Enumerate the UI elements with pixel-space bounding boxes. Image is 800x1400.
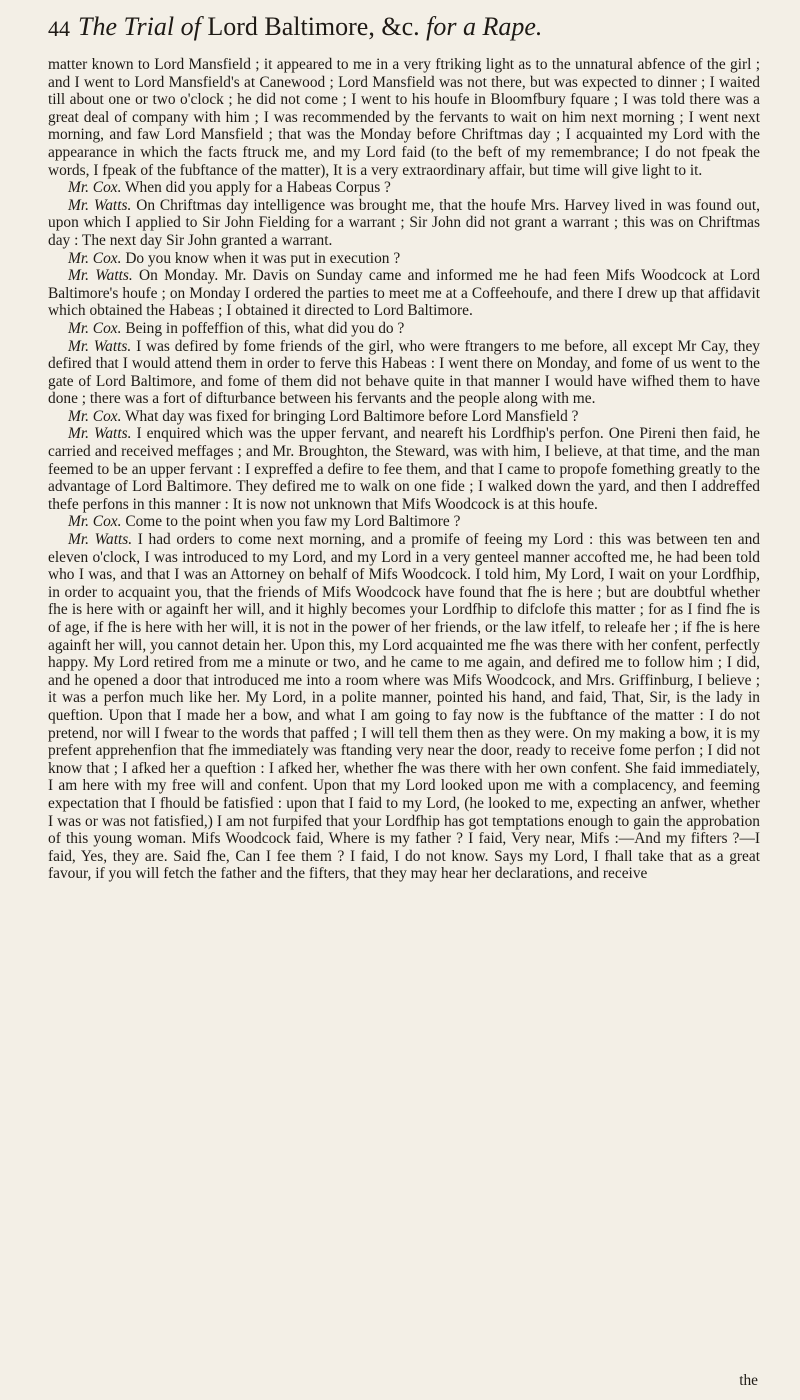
- paragraph: [48, 425, 760, 513]
- running-head-charge: for a Rape.: [426, 12, 543, 41]
- paragraph-text: Come to the point when you faw my Lord Baltimore ?: [125, 513, 461, 531]
- paragraph-text: I was defired by fome friends of the girl, who were ftrangers to me before, all except Mr Cay, they defired that I would attend them in order to ferve this Habeas : I went there on Monday, and fome of us went to the gate of Lord Baltimore, and fome of them did not behave quite in that manner I would have wifhed them to have done ; there was a fort of difturbance between his fervants and the people along with me.: [48, 337, 760, 408]
- paragraph: [48, 197, 760, 250]
- paragraph-text: Being in poffeffion of this, what did you do ?: [125, 319, 405, 337]
- speaker-name: Mr. Watts.: [68, 425, 132, 443]
- paragraph: [48, 531, 760, 883]
- paragraph: [48, 338, 760, 408]
- speaker-name: Mr. Watts.: [68, 531, 133, 549]
- speaker-name: Mr. Cox.: [68, 319, 122, 337]
- speaker-name: Mr. Watts.: [68, 196, 132, 214]
- paragraph-text: On Monday. Mr. Davis on Sunday came and informed me he had feen Mifs Woodcock at Lord Baltimore's houfe ; on Monday I ordered the parties to meet me at a Coffeehoufe, and there I drew up that affidavit which obtained the Habeas ; I obtained it directed to Lord Baltimore.: [48, 267, 760, 320]
- paragraph-text: What day was fixed for bringing Lord Baltimore before Lord Mansfield ?: [125, 407, 579, 425]
- speaker-name: Mr. Cox.: [68, 179, 122, 197]
- paragraph-text: I enquired which was the upper fervant, and neareft his Lordfhip's perfon. One Pireni then faid, he carried and received meffages ; and Mr. Broughton, the Steward, was with him, I believe, at that time, and the man feemed to be an upper fervant : I expreffed a defire to fee them, and that I came to propofe fomething greatly to the advantage of Lord Baltimore. They defired me to walk on one fide ; I walked down the yard, and then I addreffed thefe perfons in this manner : It is now not unknown that Mifs Woodcock is at this houfe.: [48, 425, 760, 513]
- paragraph: [48, 56, 760, 179]
- speaker-name: Mr. Cox.: [68, 407, 122, 425]
- paragraph-text: When did you apply for a Habeas Corpus ?: [125, 179, 391, 197]
- catchword: the: [739, 1372, 758, 1389]
- page-header: [48, 12, 760, 42]
- paragraph-text: Do you know when it was put in execution ?: [125, 249, 401, 267]
- paragraph: [48, 408, 760, 426]
- speaker-name: Mr. Cox.: [68, 249, 122, 267]
- paragraph-text: I had orders to come next morning, and a promife of feeing my Lord : this was between ten and eleven o'clock, I was introduced to my Lord, and my Lord in a very genteel manner accofted me, he had been told who I was, and that I was an Attorney on behalf of Mifs Woodcock. I told him, My Lord, I wait on your Lordfhip, in order to acquaint you, that the friends of Mifs Woodcock have found that fhe is here ; but are doubtful whether fhe is here with or againft her will, and it highly becomes your Lordfhip to difclofe this matter ; for as I find fhe is of age, if fhe is here with her will, it is not in the power of her friends, or the law itfelf, to releafe her ; if fhe is here againft her will, you cannot detain her. Upon this, my Lord acquainted me fhe was there with her confent, perfectly happy. My Lord retired from me a minute or two, and he came to me again, and defired me to follow him ; I did, and he opened a door that introduced me into a room where was Mifs Woodcock, and Mrs. Griffinburg, I believe ; it was a perfon much like her. My Lord, in a polite manner, pointed his hand, and faid, That, Sir, is the lady in queftion. Upon that I made her a bow, and what I am going to fay now is the fubftance of the matter : I do not pretend, nor will I fwear to the words that paffed ; I will tell them then as they were. On my making a bow, it is my prefent apprehenfion that fhe immediately was ftanding very near the door, ready to receive fome perfon ; I did not know that ; I afked her a queftion : I afked her, whether fhe was there with her own confent. She faid immediately, I am here with my free will and confent. Upon that my Lord looked upon me with a complacency, and feeming expectation that I fhould be fatisfied : upon that I faid to my Lord, (he looked to me, expecting an anfwer, whether I was or was not fatisfied,) I am not furpifed that your Lordfhip has got temptations enough to gain the approbation of this young woman. Mifs Woodcock faid, Where is my father ? I faid, Very near, Mifs :—And my fifters ?—I faid, Yes, they are. Said fhe, Can I fee them ? I faid, I do not know. Says my Lord, I fhall take that as a great favour, if you will fetch the father and the fifters, that they may hear her declarations, and receive: [48, 531, 760, 883]
- paragraph: [48, 179, 760, 197]
- page-number: 44: [48, 16, 70, 41]
- speaker-name: Mr. Watts.: [68, 337, 132, 355]
- paragraph: [48, 320, 760, 338]
- page-body: [48, 56, 760, 883]
- speaker-name: Mr. Watts.: [68, 267, 133, 285]
- paragraph: [48, 267, 760, 320]
- running-head: [78, 12, 542, 42]
- paragraph-text: On Chriftmas day intelligence was brought me, that the houfe Mrs. Harvey lived in was found out, upon which I applied to Sir John Fielding for a warrant ; Sir John did not grant a warrant ; this was on Chriftmas day : The next day Sir John granted a warrant.: [48, 196, 760, 249]
- paragraph: [48, 250, 760, 268]
- paragraph-text: matter known to Lord Mansfield ; it appeared to me in a very ftriking light as to the unnatural abfence of the girl ; and I went to Lord Mansfield's at Canewood ; Lord Mansfield was not there, but was expected to dinner ; I waited till about one or two o'clock ; he did not come ; I went to his houfe in Bloomfbury fquare ; I was told there was a great deal of company with him ; I was recommended by the fervants to wait on him next morning ; I went next morning, and faw Lord Mansfield ; that was the Monday before Chriftmas day ; I acquainted my Lord with the appearance in which the facts ftruck me, and my Lord faid (to the beft of my remembrance; I do not fpeak the words, I fpeak of the fubftance of the matter), It is a very extraordinary affair, but time will give light to it.: [48, 56, 760, 179]
- paragraph: [48, 513, 760, 531]
- running-head-subject: Lord Baltimore, &c.: [207, 12, 420, 41]
- speaker-name: Mr. Cox.: [68, 513, 122, 531]
- running-head-title: The Trial of: [78, 12, 201, 41]
